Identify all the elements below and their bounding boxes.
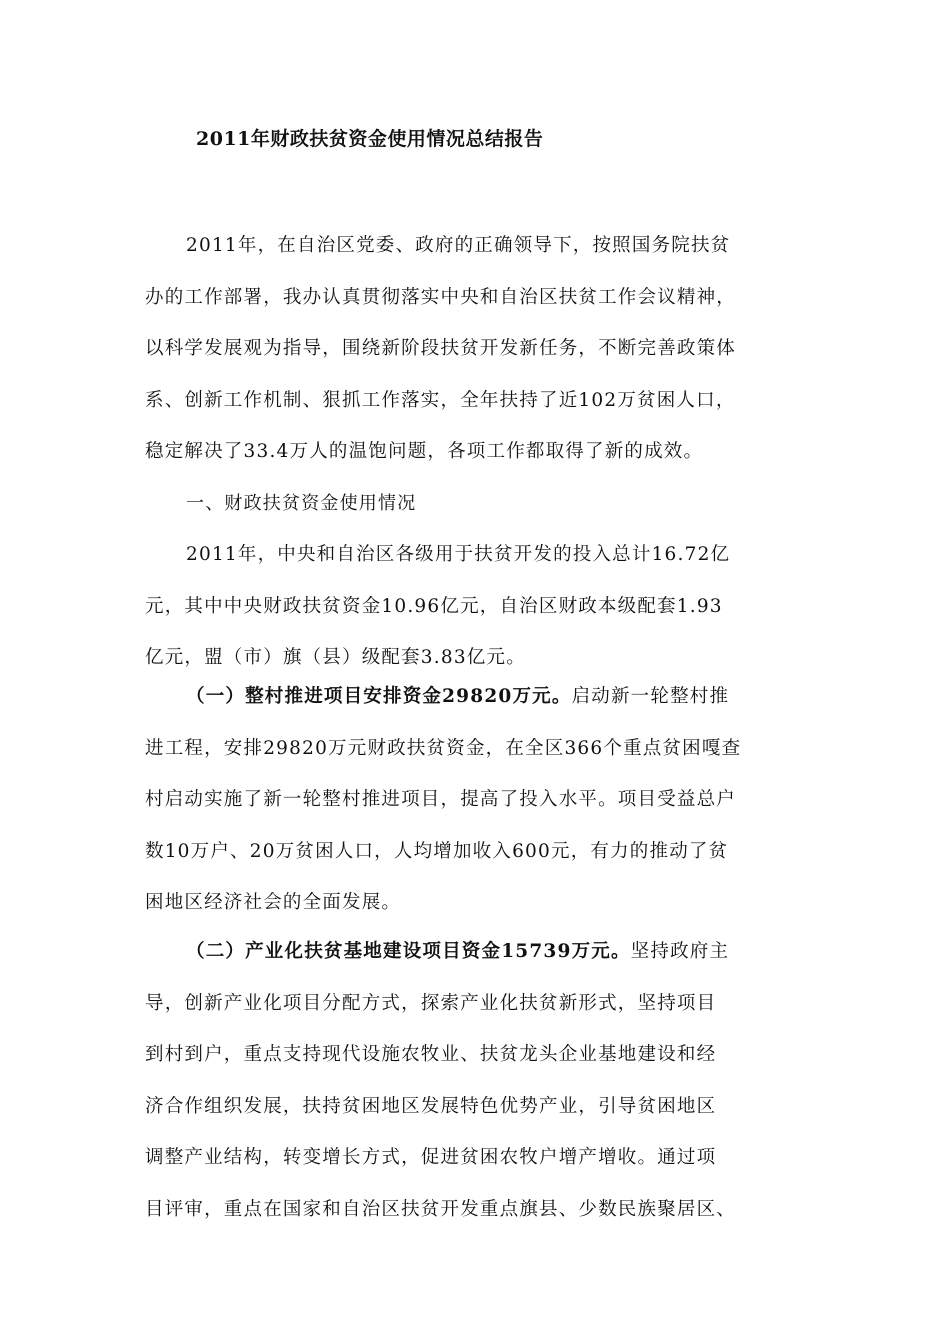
- item-bold-lead: （一）整村推进项目安排资金29820万元。: [186, 686, 572, 707]
- text-line: 数10万户、20万贫困人口，人均增加收入600元，有力的推动了贫: [145, 840, 729, 862]
- text-line: 办的工作部署，我办认真贯彻落实中央和自治区扶贫工作会议精神，: [145, 286, 737, 308]
- text-line: 2011年，中央和自治区各级用于扶贫开发的投入总计16.72亿: [186, 544, 731, 565]
- text-line: 目评审，重点在国家和自治区扶贫开发重点旗县、少数民族聚居区、: [145, 1198, 737, 1220]
- item-bold-lead: （二）产业化扶贫基地建设项目资金15739万元。: [186, 941, 631, 962]
- text-line: 到村到户，重点支持现代设施农牧业、扶贫龙头企业基地建设和经: [145, 1044, 717, 1065]
- text-line: 困地区经济社会的全面发展。: [145, 892, 402, 913]
- item-first-line: [145, 926, 810, 978]
- text-line: 系、创新工作机制、狠抓工作落实，全年扶持了近102万贫困人口，: [145, 389, 736, 411]
- text-line: 以科学发展观为指导，围绕新阶段扶贫开发新任务，不断完善政策体: [145, 338, 737, 359]
- item-lead-rest: 启动新一轮整村推: [571, 686, 730, 707]
- paragraph-intro: [145, 220, 810, 684]
- text-line: 济合作组织发展，扶持贫困地区发展特色优势产业，引导贫困地区: [145, 1095, 717, 1117]
- text-line: 村启动实施了新一轮整村推进项目，提高了投入水平。项目受益总户: [145, 789, 737, 810]
- paragraph-item-1: [145, 671, 810, 929]
- paragraph-item-2: [145, 926, 810, 1235]
- item-first-line: [145, 671, 810, 723]
- text-line: 亿元，盟（市）旗（县）级配套3.83亿元。: [145, 647, 526, 668]
- text-line: 调整产业结构，转变增长方式，促进贫困农牧户增产增收。通过项: [145, 1147, 717, 1168]
- text-line: 进工程，安排29820万元财政扶贫资金，在全区366个重点贫困嘎查: [145, 737, 742, 759]
- text-line: 元，其中中央财政扶贫资金10.96亿元，自治区财政本级配套1.93: [145, 595, 723, 617]
- item-lead-rest: 坚持政府主: [630, 941, 730, 962]
- section-heading: 一、财政扶贫资金使用情况: [186, 492, 417, 514]
- text-line: 导，创新产业化项目分配方式，探索产业化扶贫新形式，坚持项目: [145, 992, 717, 1014]
- document-title: 2011年财政扶贫资金使用情况总结报告: [196, 128, 544, 150]
- text-line: 2011年，在自治区党委、政府的正确领导下，按照国务院扶贫: [186, 235, 731, 256]
- text-line: 稳定解决了33.4万人的温饱问题，各项工作都取得了新的成效。: [145, 441, 704, 462]
